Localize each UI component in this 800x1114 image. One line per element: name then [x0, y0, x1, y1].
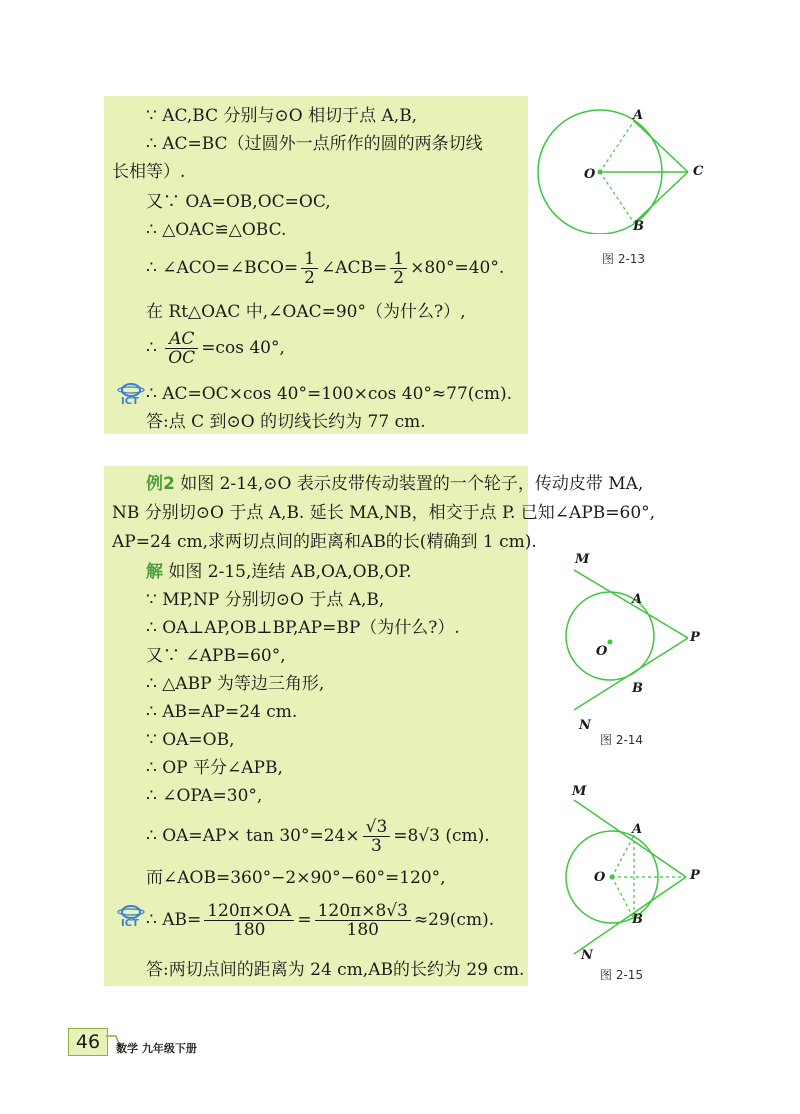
text-line: AP=24 cm,求两切点间的距离和AB的长(精确到 1 cm). [112, 532, 537, 552]
ict-label: ICT [121, 918, 139, 929]
point-m: M [575, 552, 590, 567]
caption-2-13: 图 2-13 [602, 252, 646, 266]
radius-ob [600, 172, 634, 223]
frac-den: 180 [233, 920, 266, 940]
point-o: O [594, 870, 606, 885]
caption-2-15: 图 2-15 [600, 968, 644, 982]
text-line: ∴ AC=OC×cos 40°=100×cos 40°≈77(cm). [146, 384, 513, 404]
oa-prefix: ∴ OA=AP× tan 30°=24× [146, 826, 360, 846]
fraction-arc-1 [204, 902, 294, 939]
frac-num: √3 [363, 818, 391, 837]
text-line: 答:点 C 到⊙O 的切线长约为 77 cm. [146, 412, 426, 432]
text-line: 又∵ ∠APB=60°, [146, 646, 286, 666]
point-o: O [596, 644, 608, 659]
equation-oa [146, 814, 490, 858]
radius-oa [612, 835, 634, 877]
belt-ma [574, 800, 686, 877]
equation-arc [146, 898, 494, 942]
point-m: M [572, 784, 587, 799]
text-line: 又∵ OA=OB,OC=OC, [146, 192, 331, 212]
point-b: B [633, 219, 644, 234]
fraction-root3-over-3 [363, 818, 391, 855]
point-a: A [633, 108, 644, 123]
example-label: 例2 [146, 474, 175, 494]
text-line: ∴ AB=AP=24 cm. [146, 702, 298, 722]
cos-suffix: =cos 40°, [201, 338, 285, 358]
page-number: 46 [68, 1028, 108, 1056]
arc-prefix: ∴ AB= [146, 910, 202, 930]
example-line [146, 472, 643, 496]
equation-angle [146, 248, 504, 288]
equation-cos [146, 328, 285, 368]
radius-ob [612, 877, 634, 919]
fraction-half [390, 250, 407, 287]
text-line: ∴ OP 平分∠APB, [146, 758, 283, 778]
eq-prefix: ∴ ∠ACO=∠BCO= [146, 258, 299, 278]
text-line: ∴ △ABP 为等边三角形, [146, 674, 325, 694]
arc-eq: = [297, 910, 312, 930]
belt-ma [574, 570, 688, 638]
center-dot [608, 640, 613, 645]
belt-nb [574, 638, 688, 710]
point-b: B [632, 681, 643, 696]
fraction-half [301, 250, 318, 287]
text-line: ∴ AC=BC（过圆外一点所作的圆的两条切线 [146, 134, 483, 154]
frac-den: 3 [371, 836, 382, 856]
example-text: 如图 2-14,⊙O 表示皮带传动装置的一个轮子，传动皮带 MA, [174, 474, 644, 494]
point-b: B [632, 912, 643, 927]
caption-2-14: 图 2-14 [600, 733, 644, 747]
center-dot [598, 170, 603, 175]
fraction-ac-oc [165, 330, 198, 367]
frac-den: 180 [346, 920, 379, 940]
eq-suffix: ×80°=40°. [410, 258, 505, 278]
frac-den: OC [168, 348, 196, 368]
point-n: N [581, 948, 593, 963]
arc-suffix: ≈29(cm). [413, 910, 495, 930]
frac-num: 1 [301, 250, 318, 269]
solution-label: 解 [146, 562, 163, 582]
point-n: N [579, 718, 591, 733]
cos-prefix: ∴ [146, 338, 157, 358]
text-line: 而∠AOB=360°−2×90°−60°=120°, [146, 868, 446, 888]
text-line: ∴ ∠OPA=30°, [146, 786, 263, 806]
frac-den: 2 [393, 268, 405, 288]
oa-suffix: =8√3 (cm). [393, 826, 490, 846]
solution-line [146, 560, 412, 584]
text-line: ∴ △OAC≌△OBC. [146, 220, 287, 240]
frac-den: 2 [304, 268, 315, 288]
point-p: P [690, 630, 700, 645]
belt-nb [574, 877, 686, 954]
text-line: ∵ MP,NP 分别切⊙O 于点 A,B, [146, 590, 385, 610]
text-line: ∵ OA=OB, [146, 730, 235, 750]
point-o: O [584, 167, 596, 182]
frac-num: AC [165, 330, 198, 349]
point-a: A [632, 592, 643, 607]
point-p: P [690, 868, 700, 883]
point-c: C [693, 164, 704, 179]
center-dot [610, 875, 615, 880]
radius-oa [600, 121, 634, 172]
text-line: ∴ OA⊥AP,OB⊥BP,AP=BP（为什么?）. [146, 618, 460, 638]
eq-mid: ∠ACB= [321, 258, 388, 278]
text-line: ∵ AC,BC 分别与⊙O 相切于点 A,B, [146, 106, 418, 126]
ict-label: ICT [121, 396, 139, 407]
figure-2-14 [560, 560, 720, 730]
frac-num: 1 [390, 250, 407, 269]
point-a: A [632, 822, 643, 837]
text-line: 答:两切点间的距离为 24 cm,AB的长约为 29 cm. [146, 960, 525, 980]
frac-num: 120π×8√3 [315, 902, 411, 921]
solution-text: 如图 2-15,连结 AB,OA,OB,OP. [163, 562, 412, 582]
text-line: NB 分别切⊙O 于点 A,B. 延长 MA,NB，相交于点 P. 已知∠APB=60°, [112, 503, 656, 523]
frac-num: 120π×OA [204, 902, 294, 921]
fraction-arc-2 [315, 902, 411, 939]
book-title: 数学 九年级下册 [116, 1042, 197, 1055]
text-line: 长相等）. [112, 162, 186, 182]
figure-2-13 [536, 104, 716, 234]
text-line: 在 Rt△OAC 中,∠OAC=90°（为什么?）, [146, 302, 466, 322]
